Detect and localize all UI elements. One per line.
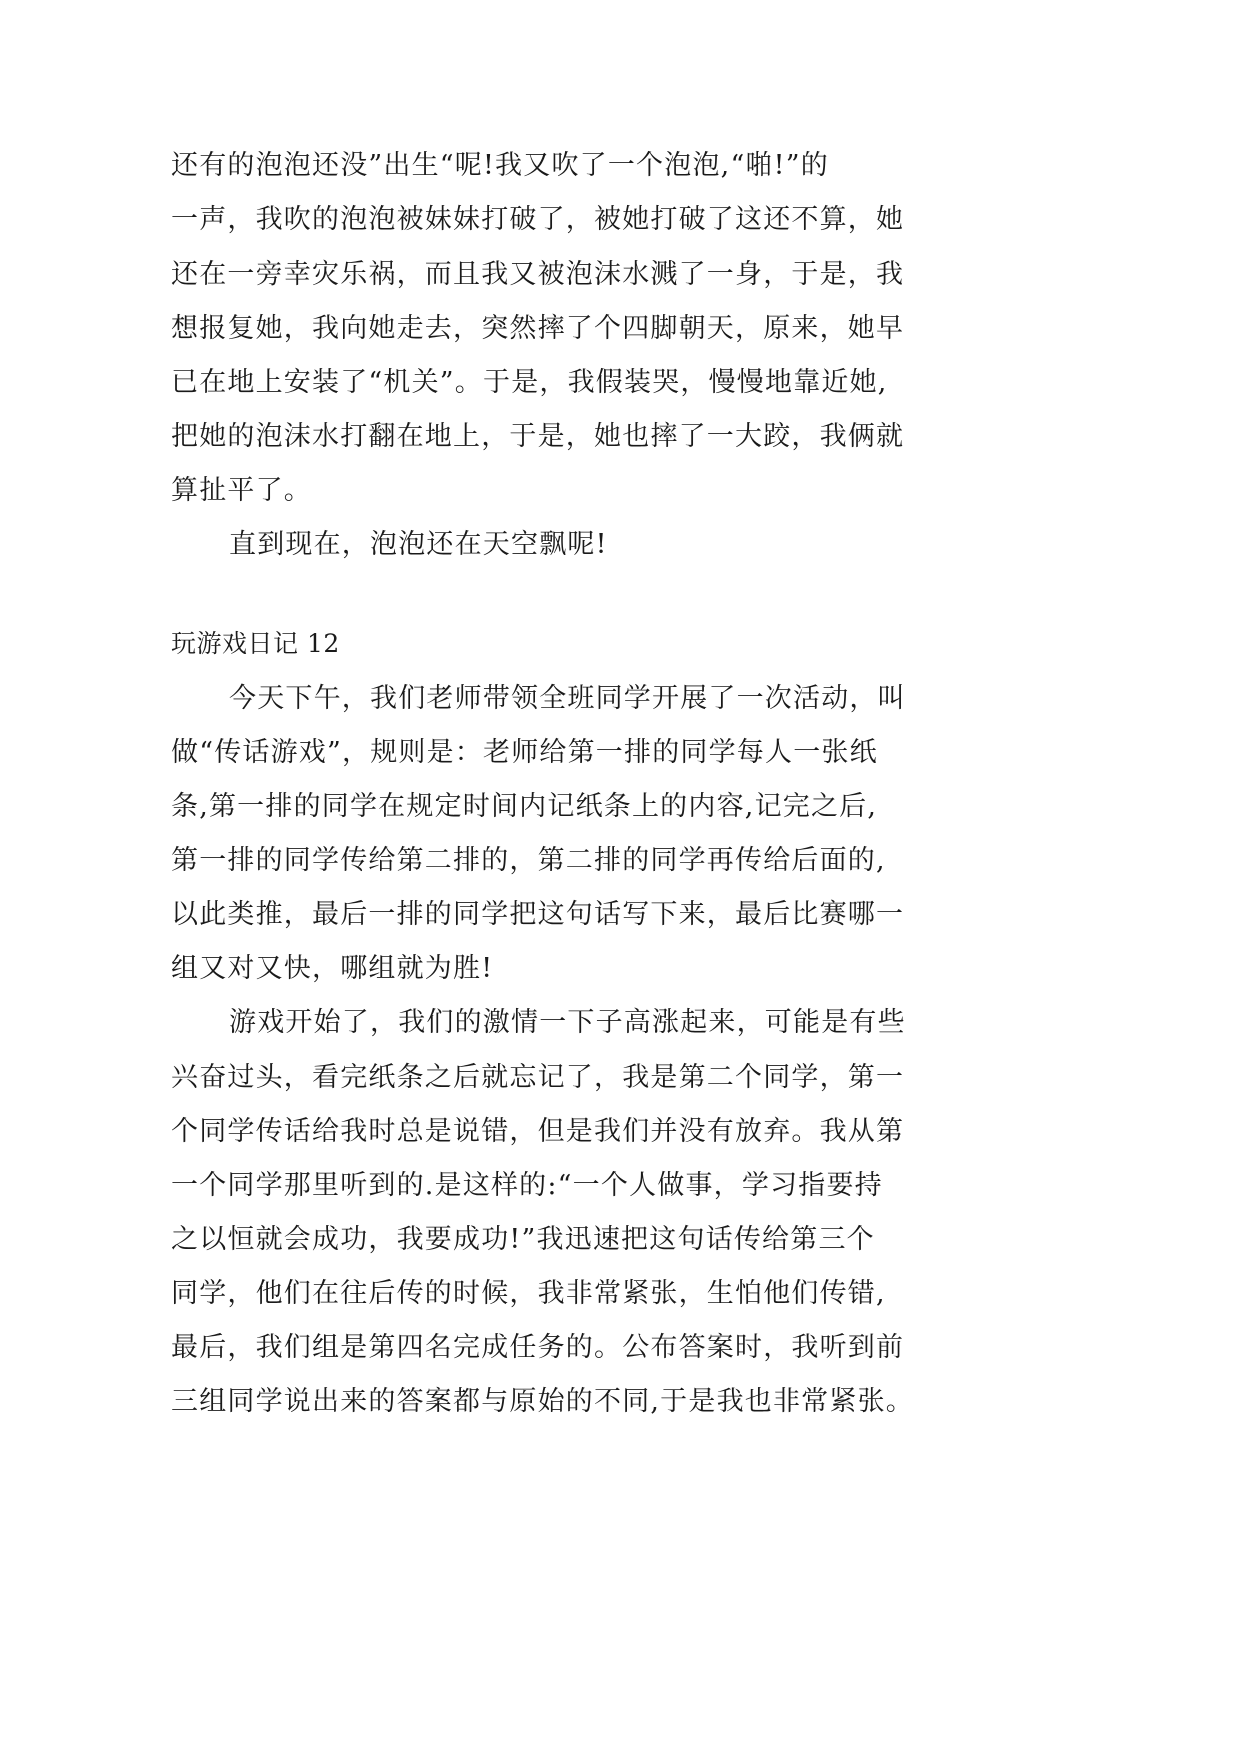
closing-line: 直到现在，泡泡还在天空飘呢! <box>229 529 608 560</box>
paragraph-line: 兴奋过头，看完纸条之后就忘记了，我是第二个同学，第一 <box>171 1062 905 1093</box>
paragraph-line: 最后，我们组是第四名完成任务的。公布答案时，我听到前 <box>171 1332 905 1363</box>
paragraph-line: 已在地上安装了“机关”。于是，我假装哭，慢慢地靠近她, <box>171 367 888 398</box>
paragraph-line: 组又对又快，哪组就为胜! <box>171 953 494 984</box>
paragraph-line: 以此类推，最后一排的同学把这句话写下来，最后比赛哪一 <box>171 899 905 930</box>
paragraph-line: 之以恒就会成功，我要成功!”我迅速把这句话传给第三个 <box>171 1224 875 1255</box>
paragraph-line: 做“传话游戏”，规则是：老师给第一排的同学每人一张纸 <box>171 737 878 768</box>
paragraph-line: 还在一旁幸灾乐祸，而且我又被泡沫水溅了一身，于是，我 <box>171 259 905 290</box>
paragraph-line: 一个同学那里听到的.是这样的:“一个人做事，学习指要持 <box>171 1170 883 1201</box>
paragraph-line: 想报复她，我向她走去，突然摔了个四脚朝天，原来，她早 <box>171 313 905 344</box>
paragraph-line: 游戏开始了，我们的激情一下子高涨起来，可能是有些 <box>229 1007 906 1038</box>
paragraph-line: 同学，他们在往后传的时候，我非常紧张，生怕他们传错, <box>171 1278 886 1309</box>
paragraph-line: 还有的泡泡还没”出生“呢!我又吹了一个泡泡,“啪!”的 <box>171 150 829 181</box>
paragraph-line: 个同学传话给我时总是说错，但是我们并没有放弃。我从第 <box>171 1116 905 1147</box>
paragraph-line: 算扯平了。 <box>171 475 312 506</box>
paragraph-line: 条,第一排的同学在规定时间内记纸条上的内容,记完之后, <box>171 791 878 822</box>
paragraph-line: 第一排的同学传给第二排的，第二排的同学再传给后面的, <box>171 845 886 876</box>
paragraph-line: 三组同学说出来的答案都与原始的不同,于是我也非常紧张。 <box>171 1386 914 1417</box>
paragraph-line: 把她的泡沫水打翻在地上，于是，她也摔了一大跤，我俩就 <box>171 421 905 452</box>
paragraph-line: 一声，我吹的泡泡被妹妹打破了，被她打破了这还不算，她 <box>171 204 905 235</box>
paragraph-line: 今天下午，我们老师带领全班同学开展了一次活动，叫 <box>229 683 906 714</box>
section-heading: 玩游戏日记 12 <box>171 629 340 658</box>
